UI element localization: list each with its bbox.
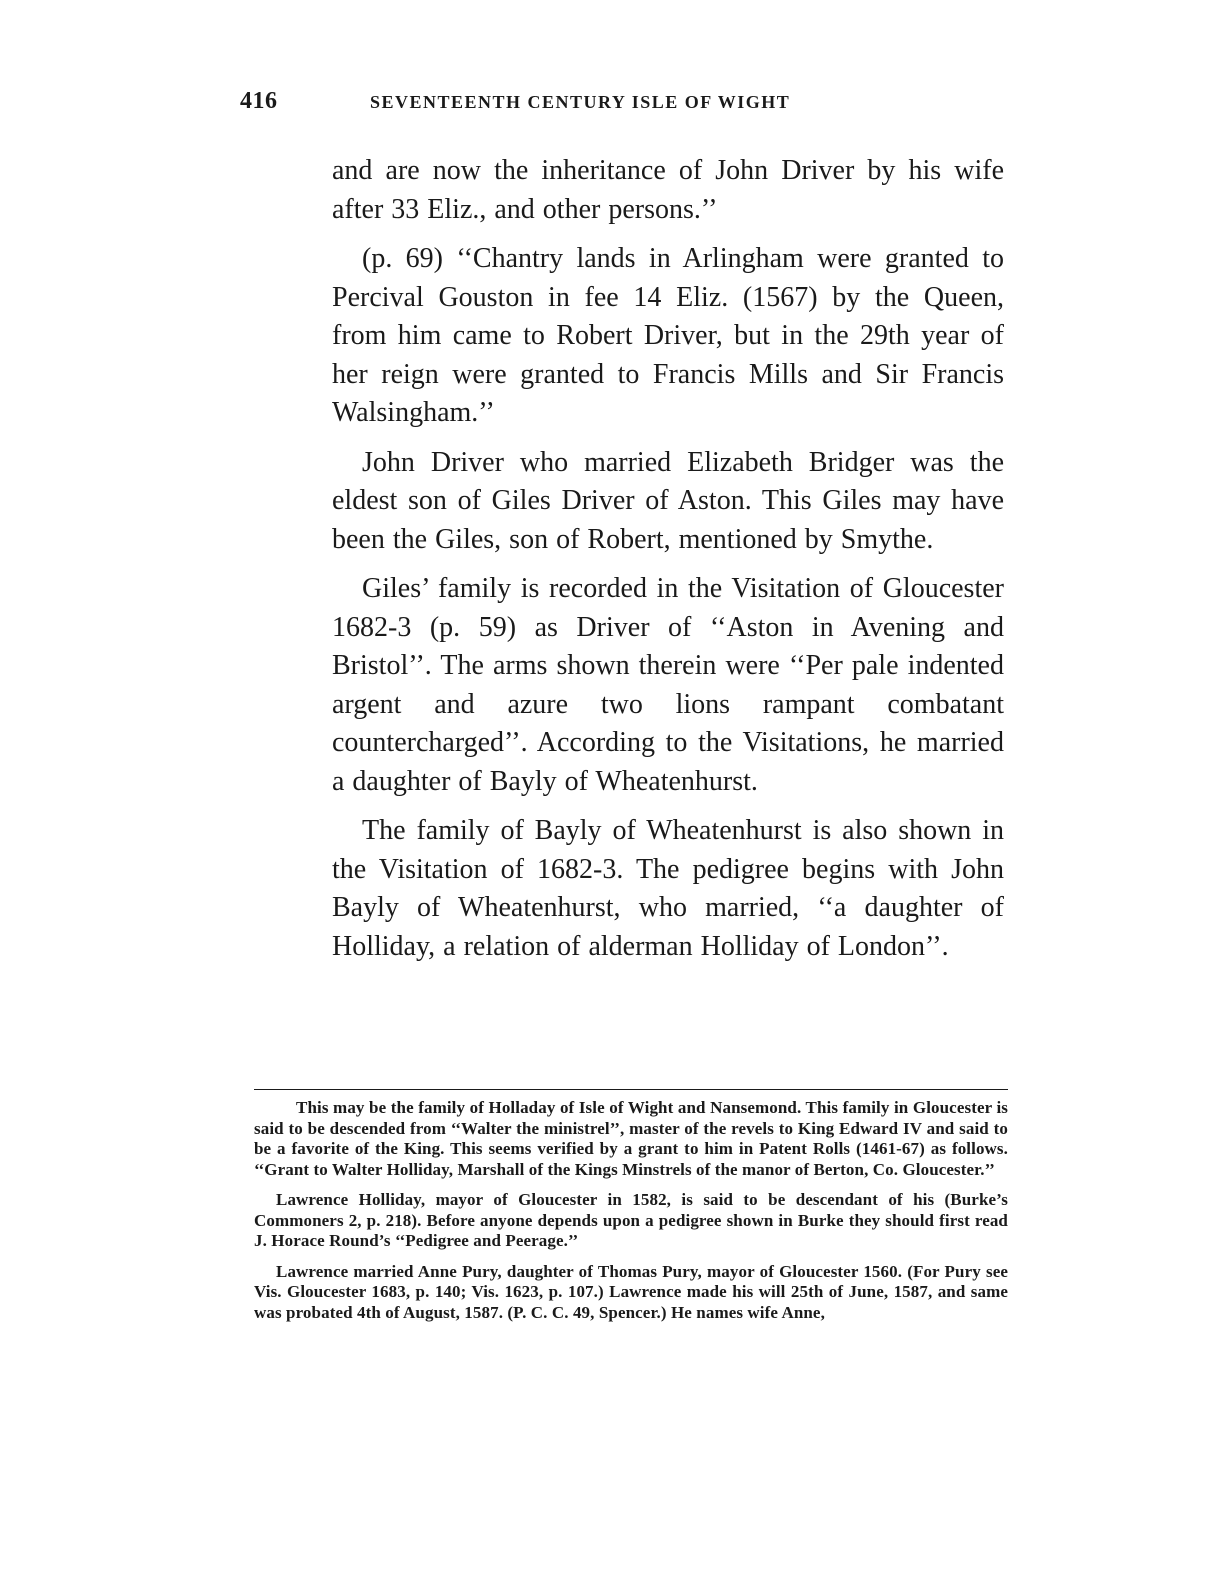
footnote: This may be the family of Holladay of Isle of Wight and Nansemond. This family in Gloucester is said to be descended from ‘‘Walter the ministrel’’, master of the revels to King Edward IV and said to be a favorite of the King. This seems verified by a grant to him in Patent Rolls (1461-67) as follows. ‘‘Grant to Walter Holliday, Marshall of the Kings Minstrels of the manor of Berton, Co. Gloucester.’’ <box>254 1098 1008 1179</box>
page-header <box>240 88 1000 122</box>
page-number: 416 <box>240 88 278 114</box>
running-title: SEVENTEENTH CENTURY ISLE OF WIGHT <box>370 92 791 112</box>
paragraph: John Driver who married Elizabeth Bridger was the eldest son of Giles Driver of Aston. This Giles may have been the Giles, son of Robert, mentioned by Smythe. <box>332 446 1004 555</box>
footnote: Lawrence married Anne Pury, daughter of Thomas Pury, mayor of Gloucester 1560. (For Pury see Vis. Gloucester 1683, p. 140; Vis. 1623, p. 107.) Lawrence made his will 25th of June, 1587, and same was probated 4th of August, 1587. (P. C. C. 49, Spencer.) He names wife Anne, <box>254 1261 1008 1322</box>
main-text <box>332 152 1004 977</box>
footnote: Lawrence Holliday, mayor of Gloucester in 1582, is said to be descendant of his (Burke’s Commoners 2, p. 218). Before anyone depends upon a pedigree shown in Burke they should first read J. Horace Round’s ‘‘Pedigree and Peerage.’’ <box>254 1190 1008 1250</box>
paragraph: The family of Bayly of Wheatenhurst is also shown in the Visitation of 1682-3. The pedigree begins with John Bayly of Wheatenhurst, who married, ‘‘a daughter of Holliday, a relation of alderman Holliday of London’’. <box>332 815 1004 962</box>
paragraph: (p. 69) ‘‘Chantry lands in Arlingham were granted to Percival Gouston in fee 14 Eliz. (1567) by the Queen, from him came to Robert Driver, but in the 29th year of her reign were granted to Francis Mills and Sir Francis Walsingham.’’ <box>332 243 1004 428</box>
footnotes <box>254 1098 1008 1333</box>
paragraph: and are now the inheritance of John Driver by his wife after 33 Eliz., and other persons.’’ <box>332 155 1004 225</box>
footnote-divider <box>254 1089 1008 1090</box>
paragraph: Giles’ family is recorded in the Visitation of Gloucester 1682-3 (p. 59) as Driver of ‘‘Aston in Avening and Bristol’’. The arms shown therein were ‘‘Per pale indented argent and azure two lions rampant combatant countercharged’’. According to the Visitations, he married a daughter of Bayly of Wheatenhurst. <box>332 573 1004 797</box>
